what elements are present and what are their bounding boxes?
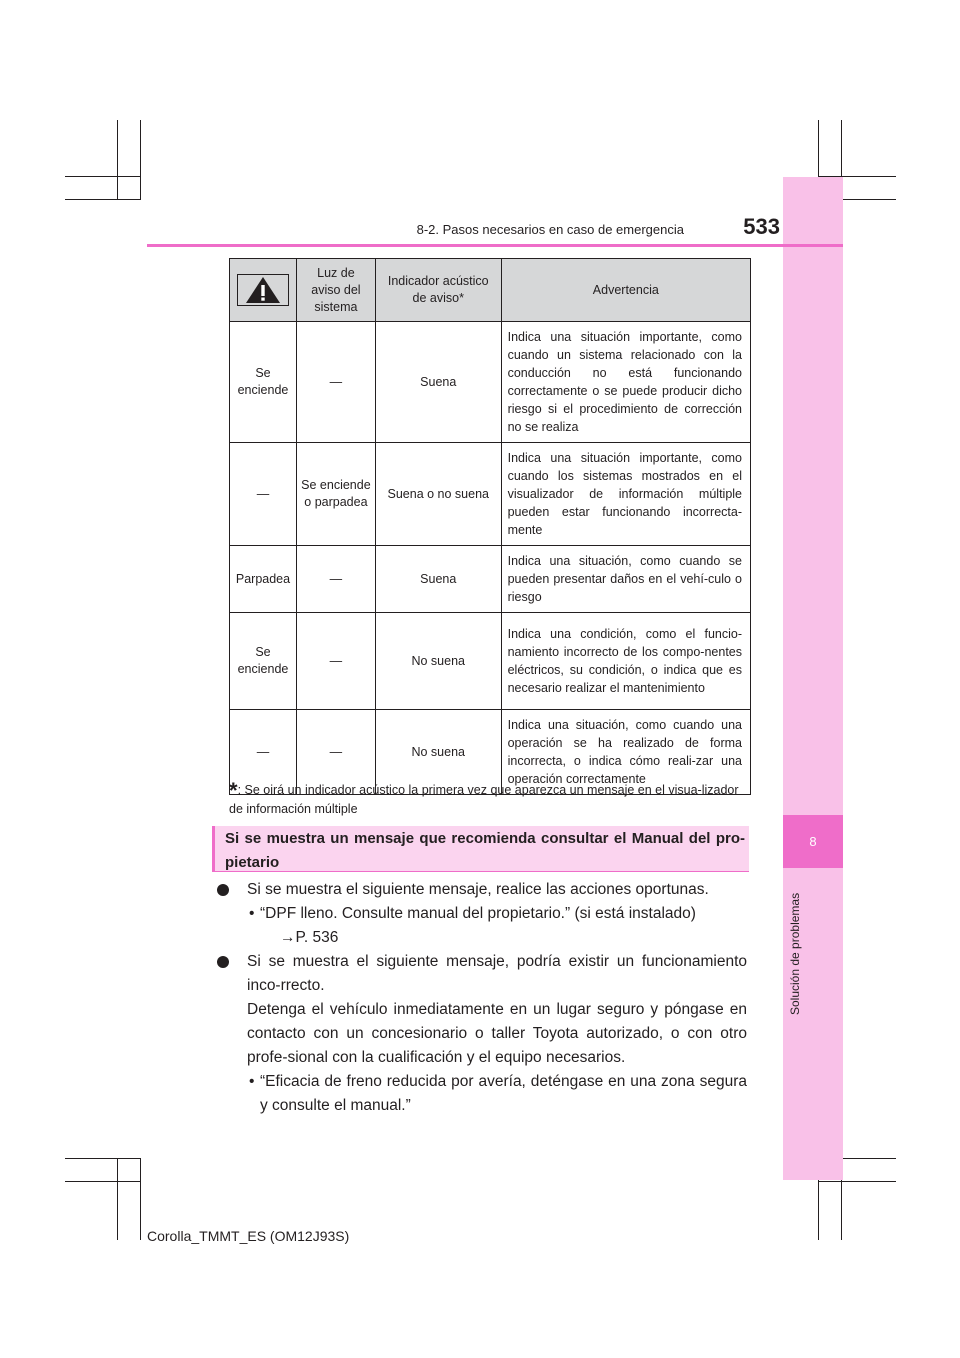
bullet-dot	[217, 956, 229, 968]
table-row	[230, 443, 751, 546]
table-row	[230, 546, 751, 613]
sub-list-item	[215, 1070, 747, 1118]
crop-mark	[818, 1181, 896, 1182]
buzzer-cell: No suena	[375, 613, 501, 710]
table-header-warning: Advertencia	[501, 259, 750, 322]
bullet1-sub-text: “DPF lleno. Consulte manual del propietario.” (si está instalado)	[260, 905, 696, 922]
crop-mark	[117, 1158, 118, 1240]
page-reference: →P. 536	[280, 929, 339, 946]
icon-state-cell: Se enciende	[230, 613, 297, 710]
light-cell: —	[296, 613, 375, 710]
callout-heading	[212, 826, 749, 872]
warning-cell: Indica una situación importante, como cuando un sistema relacionado con la conducción no está funcionando correctamente o se puede producir dicho riesgo si el procedimiento de corrección no se realiza	[501, 322, 750, 443]
icon-state-cell: —	[230, 443, 297, 546]
light-cell: —	[296, 710, 375, 795]
warning-triangle-icon	[237, 274, 289, 306]
icon-state-cell: Parpadea	[230, 546, 297, 613]
bullet1-text: Si se muestra el siguiente mensaje, realice las acciones oportunas.	[247, 881, 709, 898]
buzzer-cell: Suena	[375, 546, 501, 613]
crop-mark	[65, 199, 141, 200]
header-rule	[147, 244, 843, 247]
buzzer-cell: Suena	[375, 322, 501, 443]
crop-mark	[117, 120, 118, 200]
crop-mark	[65, 1181, 141, 1182]
buzzer-cell: No suena	[375, 710, 501, 795]
chapter-number: 8	[783, 815, 843, 868]
bullet2-sub-text: “Eficacia de freno reducida por avería, deténgase en una zona segura y consulte el manual.”	[260, 1073, 747, 1114]
sub-bullet: •	[249, 905, 255, 922]
table-header-icon	[230, 259, 297, 322]
list-item	[215, 878, 747, 902]
sub-list-item	[215, 902, 747, 926]
warning-cell: Indica una situación importante, como cuando los sistemas mostrados en el visualizador de información múltiple pueden estar funcionando incorrecta-mente	[501, 443, 750, 546]
body-text	[215, 878, 747, 1118]
footnote-mark: *	[229, 778, 238, 803]
bullet2-text: Si se muestra el siguiente mensaje, podría existir un funcionamiento inco-rrecto.	[247, 953, 747, 994]
light-cell: —	[296, 322, 375, 443]
table-header-buzzer: Indicador acústico de aviso*	[375, 259, 501, 322]
callout-title: Si se muestra un mensaje que recomienda consultar el Manual del pro-pietario	[225, 830, 745, 871]
warning-table	[229, 258, 751, 795]
sub-bullet: •	[249, 1073, 255, 1090]
warning-cell: Indica una condición, como el funcio-namiento incorrecto de los compo-nentes eléctricos, su condición, o indica que es necesario realizar el mantenimiento	[501, 613, 750, 710]
page-number: 533	[743, 214, 780, 239]
chapter-side-tab	[783, 177, 843, 1180]
table-header-row	[230, 259, 751, 322]
bullet2-instructions: Detenga el vehículo inmediatamente en un lugar seguro y póngase en contacto con un concesionario o taller Toyota autorizado, o con otro profe-sional con la cualificación y el equipo necesarios.	[247, 1001, 747, 1066]
warning-cell: Indica una situación, como cuando una operación se ha realizado de forma incorrecta, o indica cómo reali-zar una operación correctamente	[501, 710, 750, 795]
table-row	[230, 322, 751, 443]
icon-state-cell: —	[230, 710, 297, 795]
crop-mark	[140, 120, 141, 200]
footer-model-code: Corolla_TMMT_ES (OM12J93S)	[147, 1228, 350, 1244]
table-footnote	[229, 778, 751, 818]
light-cell: Se enciende o parpadea	[296, 443, 375, 546]
bullet-dot	[217, 884, 229, 896]
table-row	[230, 613, 751, 710]
chapter-title-vertical	[784, 875, 806, 1015]
list-item	[215, 950, 747, 998]
crop-mark	[65, 176, 141, 177]
buzzer-cell: Suena o no suena	[375, 443, 501, 546]
warning-cell: Indica una situación, como cuando se pueden presentar daños en el vehí-culo o riesgo	[501, 546, 750, 613]
table-header-light: Luz de aviso del sistema	[296, 259, 375, 322]
callout-rule	[212, 871, 749, 872]
section-title: 8-2. Pasos necesarios en caso de emergencia	[416, 222, 684, 237]
chapter-title: Solución de problemas	[788, 892, 802, 1015]
crop-mark	[140, 1158, 141, 1240]
list-item-continuation	[215, 998, 747, 1070]
light-cell: —	[296, 546, 375, 613]
icon-state-cell: Se enciende	[230, 322, 297, 443]
footnote-text: : Se oirá un indicador acústico la primera vez que aparezca un mensaje en el visua-lizador de información múltiple	[229, 783, 739, 816]
crop-mark	[65, 1158, 141, 1159]
